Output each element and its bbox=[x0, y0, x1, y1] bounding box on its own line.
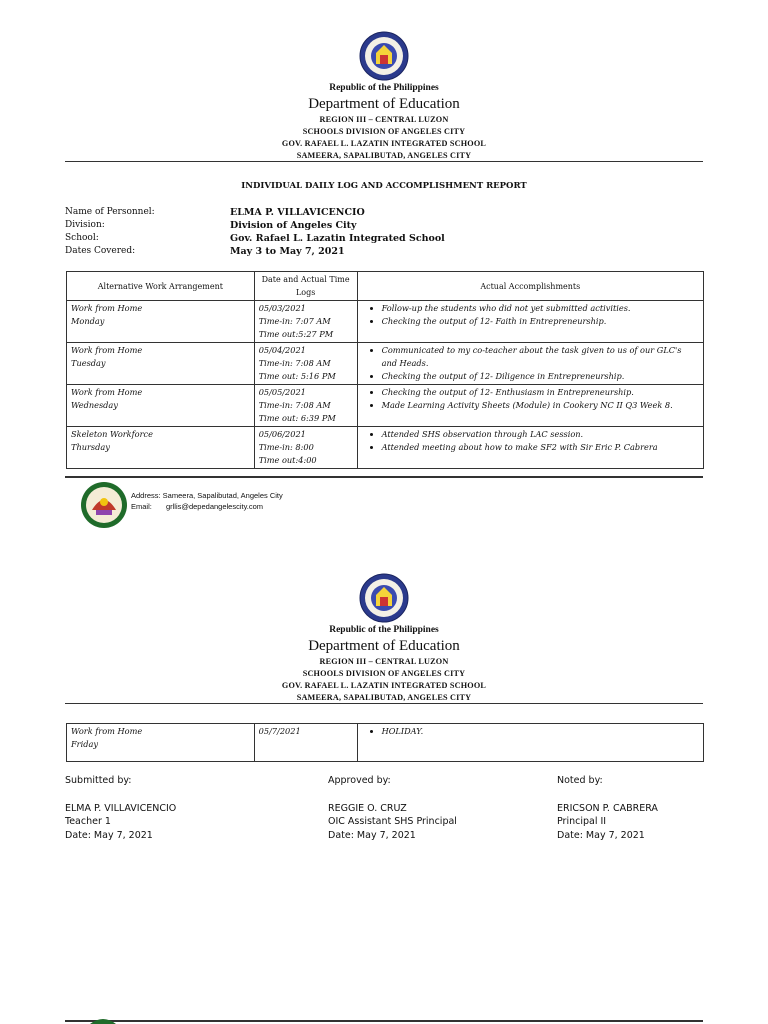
arrangement-cell bbox=[67, 385, 255, 427]
time-out-text: Time out: 6:39 PM bbox=[258, 413, 336, 423]
time-in-text: Time-in: 7:08 AM bbox=[258, 358, 331, 368]
daily-log-table bbox=[66, 271, 704, 469]
email-label: Email: bbox=[131, 502, 152, 511]
signatory-role: Submitted by: bbox=[65, 775, 132, 786]
personnel-value: ELMA P. VILLAVICENCIO bbox=[230, 207, 365, 218]
time-in-text: Time-in: 8:00 bbox=[258, 442, 314, 452]
address-text: SAMEERA, SAPALIBUTAD, ANGELES CITY bbox=[296, 151, 472, 160]
personnel-row bbox=[65, 207, 705, 220]
accomplishment-item: • HOLIDAY. bbox=[382, 725, 699, 738]
table-row bbox=[67, 724, 704, 762]
personnel-value: May 3 to May 7, 2021 bbox=[230, 246, 345, 257]
report-title: INDIVIDUAL DAILY LOG AND ACCOMPLISHMENT REPORT bbox=[241, 181, 527, 191]
department-title: Department of Education bbox=[308, 96, 460, 112]
region-label bbox=[0, 656, 768, 704]
header-divider bbox=[65, 703, 703, 704]
table-header-row bbox=[67, 272, 704, 301]
personnel-value: Division of Angeles City bbox=[230, 220, 357, 231]
day-text: Tuesday bbox=[71, 358, 106, 368]
time-out-text: Time out: 5:16 PM bbox=[258, 371, 336, 381]
deped-seal-logo bbox=[359, 31, 409, 81]
arrangement-cell bbox=[67, 301, 255, 343]
footer-contact bbox=[131, 490, 283, 512]
day-text: Wednesday bbox=[71, 400, 118, 410]
signatory-name: ERICSON P. CABRERA bbox=[557, 802, 658, 814]
region-text: REGION III – CENTRAL LUZON bbox=[319, 657, 449, 666]
date-text: 05/04/2021 bbox=[258, 345, 306, 355]
day-text: Monday bbox=[71, 316, 105, 326]
personnel-info bbox=[65, 207, 705, 259]
table-row bbox=[67, 343, 704, 385]
region-label bbox=[0, 114, 768, 162]
division-text: SCHOOLS DIVISION OF ANGELES CITY bbox=[302, 669, 466, 678]
accomplishments-cell bbox=[357, 301, 703, 343]
deped-seal-logo bbox=[359, 573, 409, 623]
day-text: Thursday bbox=[71, 442, 110, 452]
arrangement-text: Work from Home bbox=[71, 303, 143, 313]
signatory-date: Date: May 7, 2021 bbox=[557, 829, 645, 841]
table-row bbox=[67, 385, 704, 427]
accomplishments-cell bbox=[357, 343, 703, 385]
signatory-position: OIC Assistant SHS Principal bbox=[328, 816, 457, 827]
accomplishment-item: • Made Learning Activity Sheets (Module) in Cookery NC II Q3 Week 8. bbox=[382, 399, 699, 412]
table-row bbox=[67, 301, 704, 343]
division-text: SCHOOLS DIVISION OF ANGELES CITY bbox=[302, 127, 466, 136]
school-text: GOV. RAFAEL L. LAZATIN INTEGRATED SCHOOL bbox=[281, 681, 487, 690]
department-title: Department of Education bbox=[308, 638, 460, 654]
school-text: GOV. RAFAEL L. LAZATIN INTEGRATED SCHOOL bbox=[281, 139, 487, 148]
signatory-date: Date: May 7, 2021 bbox=[328, 829, 416, 841]
arrangement-cell bbox=[67, 343, 255, 385]
timelog-cell bbox=[254, 385, 357, 427]
signatory-name: REGGIE O. CRUZ bbox=[328, 802, 407, 814]
signatory-position: Principal II bbox=[557, 816, 607, 827]
footer-divider bbox=[65, 1020, 703, 1022]
footer-address: Address: Sameera, Sapalibutad, Angeles City bbox=[131, 491, 283, 500]
email-value: grllis@depedangelescity.com bbox=[165, 502, 264, 511]
school-logo bbox=[78, 480, 130, 530]
arrangement-cell bbox=[67, 427, 255, 469]
signatory-approved bbox=[328, 774, 457, 842]
header-divider bbox=[65, 161, 703, 162]
signatory-noted bbox=[557, 774, 658, 842]
timelog-cell bbox=[254, 343, 357, 385]
personnel-row bbox=[65, 246, 705, 259]
arrangement-text: Skeleton Workforce bbox=[71, 429, 153, 439]
column-header: Date and Actual Time Logs bbox=[254, 272, 357, 301]
time-in-text: Time-in: 7:08 AM bbox=[258, 400, 331, 410]
personnel-value: Gov. Rafael L. Lazatin Integrated School bbox=[230, 233, 445, 244]
accomplishment-item: • Attended SHS observation through LAC session. bbox=[382, 428, 699, 441]
signatory-position: Teacher 1 bbox=[65, 816, 111, 827]
accomplishment-item: • Attended meeting about how to make SF2 with Sir Eric P. Cabrera bbox=[382, 441, 699, 454]
region-text: REGION III – CENTRAL LUZON bbox=[319, 115, 449, 124]
accomplishments-cell bbox=[357, 724, 703, 762]
arrangement-cell bbox=[67, 724, 255, 762]
signatory-submitted bbox=[65, 774, 176, 842]
republic-label: Republic of the Philippines bbox=[329, 625, 439, 635]
time-out-text: Time out:4:00 bbox=[258, 455, 317, 465]
date-text: 05/05/2021 bbox=[258, 387, 306, 397]
date-text: 05/7/2021 bbox=[258, 726, 301, 736]
accomplishment-item: • Communicated to my co-teacher about the task given to us of our GLC's and Heads. bbox=[382, 344, 699, 370]
timelog-cell bbox=[254, 724, 357, 762]
personnel-row bbox=[65, 220, 705, 233]
arrangement-text: Work from Home bbox=[71, 387, 143, 397]
date-text: 05/03/2021 bbox=[258, 303, 306, 313]
column-header: Actual Accomplishments bbox=[357, 272, 703, 301]
timelog-cell bbox=[254, 301, 357, 343]
column-header: Alternative Work Arrangement bbox=[67, 272, 255, 301]
personnel-label: School: bbox=[65, 233, 99, 243]
address-text: SAMEERA, SAPALIBUTAD, ANGELES CITY bbox=[296, 693, 472, 702]
personnel-label: Name of Personnel: bbox=[65, 207, 155, 217]
accomplishment-item: • Checking the output of 12- Enthusiasm in Entrepreneurship. bbox=[382, 386, 699, 399]
school-logo bbox=[88, 1018, 118, 1024]
footer-email-line bbox=[131, 501, 283, 512]
arrangement-text: Work from Home bbox=[71, 345, 143, 355]
daily-log-table-continued bbox=[66, 723, 704, 762]
signatory-date: Date: May 7, 2021 bbox=[65, 829, 153, 841]
personnel-row bbox=[65, 233, 705, 246]
signatory-name: ELMA P. VILLAVICENCIO bbox=[65, 802, 177, 814]
accomplishment-item: • Follow-up the students who did not yet submitted activities. bbox=[382, 302, 699, 315]
personnel-label: Dates Covered: bbox=[65, 246, 136, 256]
accomplishment-item: • Checking the output of 12- Faith in Entrepreneurship. bbox=[382, 315, 699, 328]
table-row bbox=[67, 427, 704, 469]
signatory-role: Approved by: bbox=[328, 775, 391, 786]
accomplishments-cell bbox=[357, 427, 703, 469]
date-text: 05/06/2021 bbox=[258, 429, 306, 439]
time-in-text: Time-in: 7:07 AM bbox=[258, 316, 331, 326]
personnel-label: Division: bbox=[65, 220, 105, 230]
republic-label: Republic of the Philippines bbox=[329, 83, 439, 93]
day-text: Friday bbox=[71, 739, 98, 749]
accomplishments-cell bbox=[357, 385, 703, 427]
arrangement-text: Work from Home bbox=[71, 726, 143, 736]
timelog-cell bbox=[254, 427, 357, 469]
signatory-role: Noted by: bbox=[557, 775, 603, 786]
accomplishment-item: • Checking the output of 12- Diligence in Entrepreneurship. bbox=[382, 370, 699, 383]
time-out-text: Time out:5:27 PM bbox=[258, 329, 334, 339]
footer-divider bbox=[65, 476, 703, 478]
